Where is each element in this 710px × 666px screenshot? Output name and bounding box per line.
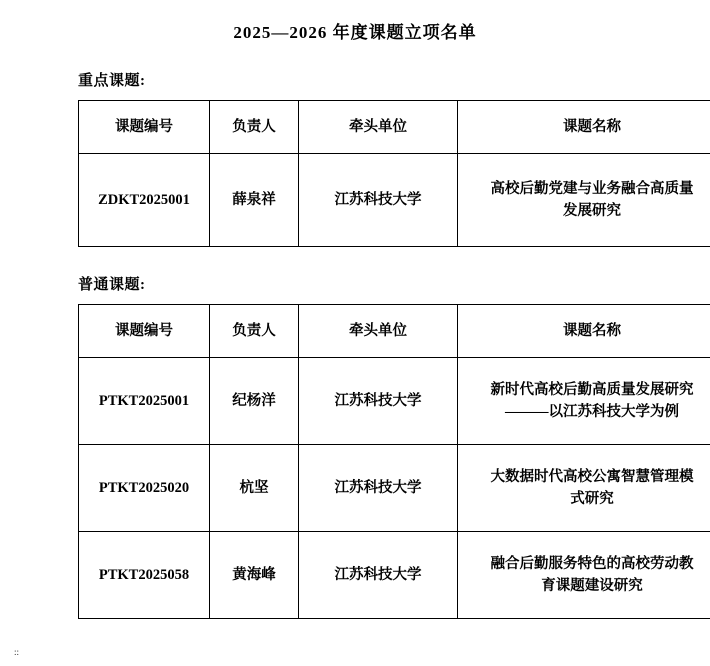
document-page <box>0 10 710 666</box>
cell-project-unit: 江苏科技大学 <box>299 445 458 532</box>
project-name-line: 融合后勤服务特色的高校劳动教 <box>462 553 710 575</box>
cell-project-owner: 黄海峰 <box>210 532 299 619</box>
cell-project-unit: 江苏科技大学 <box>299 532 458 619</box>
project-name-line: 大数据时代高校公寓智慧管理模 <box>462 466 710 488</box>
column-header-id: 课题编号 <box>79 101 210 154</box>
table-row <box>79 445 710 532</box>
cell-project-name <box>458 358 710 445</box>
section-label-key-projects: 重点课题: <box>78 69 710 90</box>
general-projects-table <box>78 304 710 619</box>
column-header-id: 课题编号 <box>79 305 210 358</box>
column-header-name: 课题名称 <box>458 101 710 154</box>
project-name-line: 发展研究 <box>462 200 710 222</box>
cell-project-id: PTKT2025020 <box>79 445 210 532</box>
cell-project-unit: 江苏科技大学 <box>299 358 458 445</box>
cell-project-owner: 纪杨洋 <box>210 358 299 445</box>
table-header-row <box>79 305 710 358</box>
column-header-unit: 牵头单位 <box>299 305 458 358</box>
page-title: 2025—2026 年度课题立项名单 <box>0 10 710 43</box>
cell-project-owner: 薛泉祥 <box>210 154 299 247</box>
cell-project-name <box>458 154 710 247</box>
margin-mark: :: <box>14 648 19 656</box>
table-row <box>79 154 710 247</box>
project-name-line: 新时代高校后勤高质量发展研究 <box>462 379 710 401</box>
cell-project-unit: 江苏科技大学 <box>299 154 458 247</box>
table-row <box>79 532 710 619</box>
project-name-line: 高校后勤党建与业务融合高质量 <box>462 178 710 200</box>
cell-project-id: PTKT2025001 <box>79 358 210 445</box>
cell-project-name <box>458 532 710 619</box>
project-name-line: 育课题建设研究 <box>462 575 710 597</box>
project-name-line: ———以江苏科技大学为例 <box>462 401 710 423</box>
cell-project-name <box>458 445 710 532</box>
key-projects-table <box>78 100 710 247</box>
column-header-name: 课题名称 <box>458 305 710 358</box>
section-label-general-projects: 普通课题: <box>78 273 710 294</box>
project-name-line: 式研究 <box>462 488 710 510</box>
page-margin-marks <box>14 648 19 656</box>
column-header-unit: 牵头单位 <box>299 101 458 154</box>
cell-project-id: ZDKT2025001 <box>79 154 210 247</box>
cell-project-owner: 杭坚 <box>210 445 299 532</box>
cell-project-id: PTKT2025058 <box>79 532 210 619</box>
table-header-row <box>79 101 710 154</box>
column-header-owner: 负责人 <box>210 101 299 154</box>
column-header-owner: 负责人 <box>210 305 299 358</box>
table-row <box>79 358 710 445</box>
